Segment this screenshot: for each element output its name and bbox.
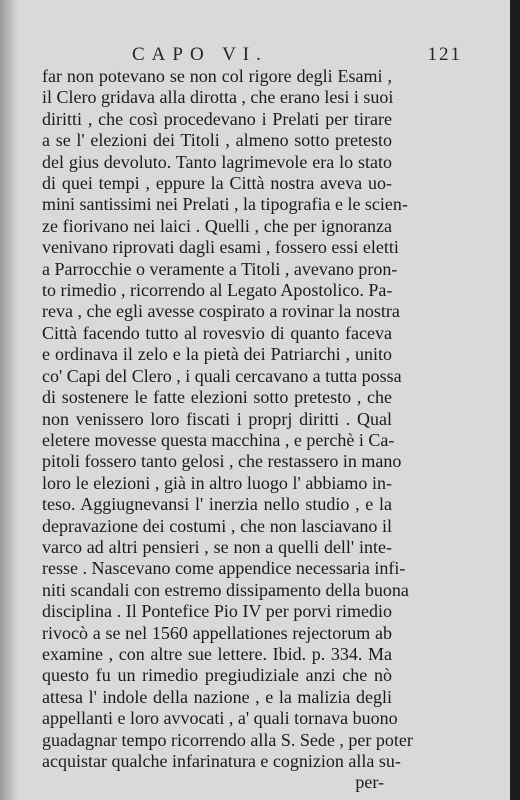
body-text [42,66,413,794]
text-line: a se l' elezioni dei Titoli , almeno sotto pretesto [42,130,392,151]
page-number: 121 [427,44,462,65]
gutter-shadow [0,0,18,800]
page-header [132,44,462,68]
text-line: mini santissimi nei Prelati , la tipografia e le scien- [42,194,408,215]
text-line: eletere movesse questa macchina , e perchè i Ca- [42,429,395,450]
text-line: guadagnar tempo ricorrendo alla S. Sede , per poter [42,729,413,750]
text-line: reva , che egli avesse cospirato a rovinar la nostra [42,301,400,322]
catchword: per- [355,772,384,793]
text-line: venivano riprovati dagli esami , fossero essi eletti [42,237,399,258]
text-line: co' Capi del Clero , i quali cercavano a tutta possa [42,365,402,386]
running-head: CAPO VI. [132,44,268,65]
page-edge-shadow [510,0,520,800]
text-line: di quei tempi , eppure la Città nostra aveva uo- [42,173,392,194]
text-line: Città facendo tutto al rovesvio di quanto faceva [42,322,392,343]
text-line: acquistar qualche infarinatura e cognizion alla su- [42,751,401,771]
text-line: teso. Aggiugnevansi l' inerzia nello studio , e la [42,494,392,515]
text-line: ze fiorivano nei laici . Quelli , che per ignoranza [42,215,392,236]
text-line: diritti , che così procedevano i Prelati per tirare [42,108,392,129]
text-line: far non potevano se non col rigore degli Esami , [42,66,392,86]
text-line: non venissero loro fiscati i proprj diritti . Qual [42,408,392,429]
text-line: rivocò a se nel 1560 appellationes rejectorum ab [42,622,392,643]
text-line: depravazione dei costumi , che non lasciavano il [42,515,392,536]
text-line: del gius devoluto. Tanto lagrimevole era lo stato [42,151,392,172]
text-line: resse . Nascevano come appendice necessaria infi- [42,558,406,579]
text-line: a Parrocchie o veramente a Titoli , avevano pron- [42,258,398,279]
text-line: e ordinava il zelo e la pietà dei Patriarchi , unito [42,344,392,365]
text-line: pitoli fossero tanto gelosi , che restassero in mano [42,451,402,472]
text-line: varco ad altri pensieri , se non a quelli dell' inte- [42,536,392,557]
text-line: niti scandali con estremo dissipamento della buona [42,579,409,600]
text-line: loro le elezioni , già in altro luogo l' abbiamo in- [42,472,392,493]
text-line: examine , con altre sue lettere. Ibid. p. 334. Ma [42,643,392,664]
text-line: appellanti e loro avvocati , a' quali tornava buono [42,708,398,729]
text-line: disciplina . Il Pontefice Pio IV per porvi rimedio [42,601,392,622]
text-line: questo fu un rimedio pregiudiziale anzi che nò [42,665,392,686]
text-line: il Clero gridava alla dirotta , che erano lesi i suoi [42,87,394,108]
text-line: to rimedio , ricorrendo al Legato Apostolico. Pa- [42,280,393,301]
text-line: attesa l' indole della nazione , e la malizia degli [42,686,392,707]
text-line: di sostenere le fatte elezioni sotto pretesto , che [42,387,392,408]
